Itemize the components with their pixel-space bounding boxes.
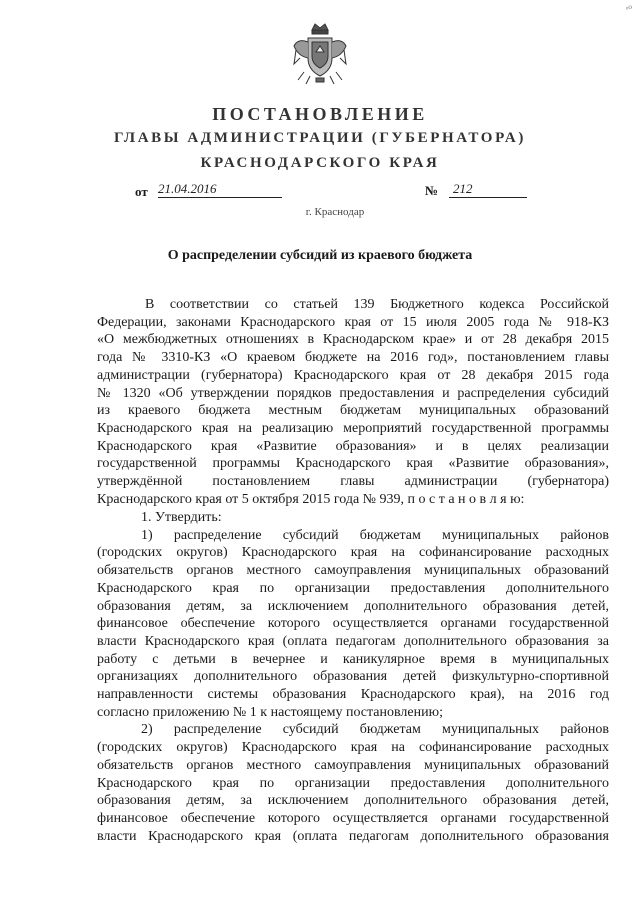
text-line: государственной программы Краснодарского края «Развитие образования»,: [97, 456, 609, 472]
text-line: образования детям, за исключением дополнительного образования детей,: [97, 793, 609, 809]
text-line: 2) распределение субсидий бюджетам муниципальных районов: [141, 722, 609, 738]
text-line: согласно приложению № 1 к настоящему постановлению;: [97, 704, 443, 720]
text-line: Краснодарского края по организации предоставления дополнительного: [97, 775, 609, 791]
coat-of-arms-emblem: [290, 20, 350, 86]
text-line: власти Краснодарского края (оплата педагогам дополнительного образования за: [97, 633, 609, 649]
corner-mark: ᵒ⁰: [625, 4, 632, 14]
decision-section: [97, 509, 609, 845]
text-line: обязательств органов местного самоуправления муниципальных образований: [97, 757, 609, 773]
text-line: года № 3310-КЗ «О краевом бюджете на 2016 год», постановлением главы: [97, 350, 609, 366]
text-line: Федерации, законами Краснодарского края от 15 июля 2005 года № 918-КЗ: [97, 314, 609, 330]
text-line: образования детям, за исключением дополнительного образования детей,: [97, 598, 609, 614]
text-line: власти Краснодарского края (оплата педагогам дополнительного образования: [97, 828, 609, 844]
text-line: № 1320 «Об утверждении порядков предоставления и распределения субсидий: [97, 385, 609, 401]
text-line: из краевого бюджета местным бюджетам муниципальных образований: [97, 403, 609, 419]
document-title: О распределении субсидий из краевого бюджета: [167, 248, 473, 263]
text-line: администрации (губернатора) Краснодарского края от 28 декабря 2015 года: [97, 367, 609, 383]
text-line: 1. Утвердить:: [141, 510, 222, 525]
date-label: от: [135, 184, 148, 199]
text-line: (городских округов) Краснодарского края на софинансирование расходных: [97, 545, 609, 561]
text-line: Краснодарского края «Развитие образования» и в целях реализации: [97, 438, 609, 454]
text-line: Краснодарского края на реализацию мероприятий государственной программы: [97, 420, 609, 436]
text-line: (городских округов) Краснодарского края на софинансирование расходных: [97, 740, 609, 756]
decree-header: ПОСТАНОВЛЕНИЕ: [212, 104, 428, 124]
issuer-header-line2: КРАСНОДАРСКОГО КРАЯ: [200, 155, 440, 171]
text-line: обязательств органов местного самоуправления муниципальных образований: [97, 563, 609, 579]
preamble-paragraph: [97, 296, 609, 508]
text-line: финансовое обеспечение которого осуществляется органами государственной: [97, 616, 609, 632]
text-line: «О межбюджетных отношениях в Краснодарском крае» и от 28 декабря 2015: [97, 332, 609, 348]
text-line: В соответствии со статьей 139 Бюджетного кодекса Российской: [145, 297, 609, 312]
city-name: г. Краснодар: [305, 206, 365, 218]
text-line: Краснодарского края от 5 октября 2015 года № 939, п о с т а н о в л я ю:: [97, 491, 525, 507]
issuer-header-line1: ГЛАВЫ АДМИНИСТРАЦИИ (ГУБЕРНАТОРА): [114, 130, 526, 146]
text-line: Краснодарского края по организации предоставления дополнительного: [97, 580, 609, 596]
text-line: направленности системы образования Краснодарского края), на 2016 год: [97, 687, 609, 703]
text-line: организациях дополнительного образования детей физкультурно-спортивной: [97, 669, 609, 685]
number-label: №: [425, 183, 439, 198]
text-line: финансовое обеспечение которого осуществляется органами государственной: [97, 810, 609, 826]
text-line: работу с детьми в вечернее и каникулярное время в муниципальных: [97, 651, 609, 667]
number-value: 212: [453, 181, 473, 196]
text-line: утверждённой постановлением главы администрации (губернатора): [97, 474, 609, 490]
date-value: 21.04.2016: [158, 181, 217, 196]
text-line: 1) распределение субсидий бюджетам муниципальных районов: [141, 527, 609, 543]
